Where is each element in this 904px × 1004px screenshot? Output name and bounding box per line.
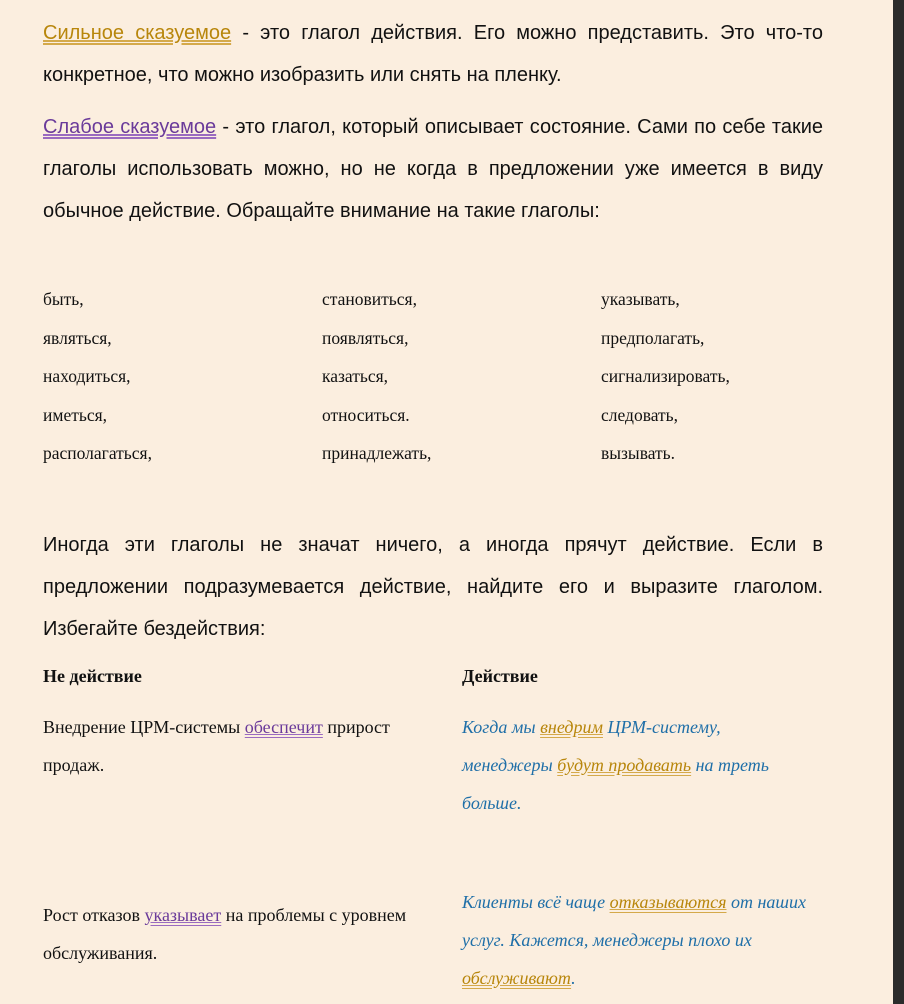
action-example-2 [462,883,832,997]
weak-verb-link[interactable]: обеспечит [244,717,323,737]
text: на проблемы с уровнем обслуживания. [43,905,407,963]
verb-item: быть, [43,289,84,309]
verb-item: следовать, [601,404,679,425]
strong-predicate-link[interactable]: Сильное сказуемое [43,22,232,44]
weak-predicate-paragraph [43,106,823,232]
action-example-1 [462,708,802,822]
column-header-non-action: Не действие [43,666,142,686]
text: Внедрение ЦРМ-системы [43,717,245,737]
verb-column [43,283,313,476]
non-action-example-2 [43,896,413,972]
paragraph-text: - это глагол действия. Его можно представить. Это что-то конкретное, что можно изобразить или снять на пленку. [43,22,823,86]
text: Рост отказов [43,905,145,925]
hidden-action-paragraph: Иногда эти глаголы не значат ничего, а иногда прячут действие. Если в предложении подразумевается действие, найдите его и выразите глаголом. Избегайте бездействия: [43,534,823,640]
scrollbar[interactable] [893,0,904,1004]
text: Клиенты всё чаще [462,892,610,912]
verb-item: принадлежать, [322,443,432,463]
text: прирост продаж. [43,717,390,775]
verb-column [601,283,871,476]
verb-item: появляться, [322,327,409,348]
verb-item: являться, [43,327,112,348]
verb-item: находиться, [43,366,131,386]
verb-item: располагаться, [43,443,152,463]
verb-item: относиться. [322,404,410,425]
verb-item: указывать, [601,289,680,309]
verb-item: казаться, [322,366,389,386]
non-action-example-1 [43,708,403,784]
text: ЦРМ-систему, менеджеры [462,717,721,775]
text: Когда мы [462,717,541,737]
strong-verb-link[interactable]: отказываются [609,892,727,912]
verb-item: предполагать, [601,327,705,348]
text: . [571,968,576,988]
text: от наших услуг. Кажется, менеджеры плохо их [462,892,807,950]
verb-item: сигнализировать, [601,366,730,386]
verb-item: иметься, [43,404,108,425]
strong-verb-link[interactable]: внедрим [540,717,603,737]
column-header-action: Действие [462,666,538,686]
text: на треть больше. [462,755,769,813]
verb-column [322,283,592,476]
paragraph-text: - это глагол, который описывает состояние. Сами по себе такие глаголы использовать можно, но не когда в предложении уже имеется в виду обычное действие. Обращайте внимание на такие глаголы: [43,116,824,222]
strong-verb-link[interactable]: будут продавать [557,755,692,775]
verb-item: становиться, [322,289,417,309]
strong-verb-link[interactable]: обслуживают [462,968,572,988]
verb-item: вызывать. [601,443,676,463]
weak-predicate-link[interactable]: Слабое сказуемое [43,116,217,138]
strong-predicate-paragraph [43,12,823,96]
weak-verb-link[interactable]: указывает [144,905,222,925]
